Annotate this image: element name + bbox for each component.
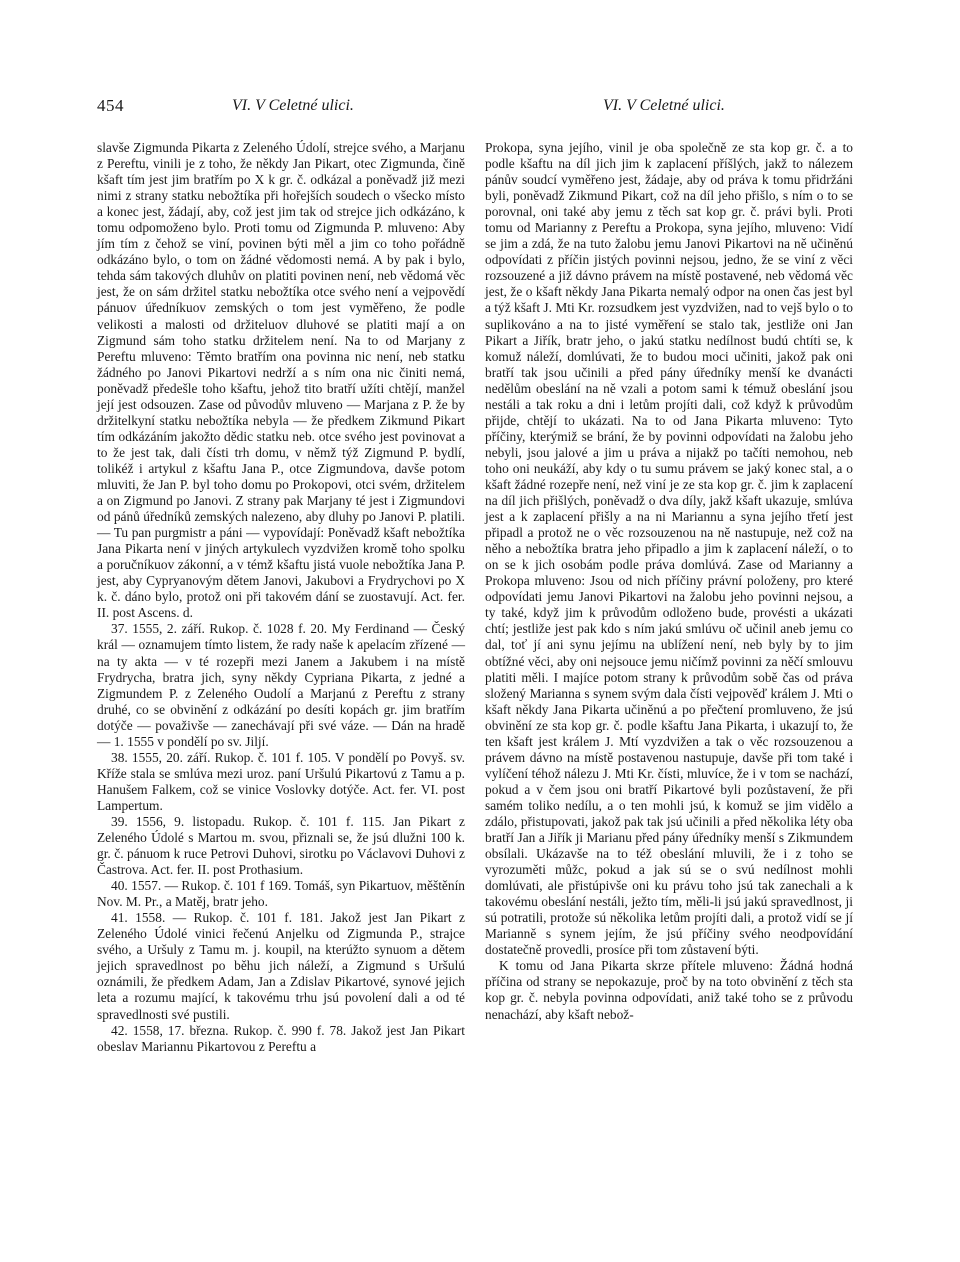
page-number: 454: [97, 96, 124, 115]
paragraph: slavše Zigmunda Pikarta z Zeleného Údolí, strejce svého, a Marjanu z Pereftu, vinili je z toho, že někdy Jan Pikart, otec Zigmunda, čině kšaft tím jest jim bratřím po X k gr. č. odkázal a poněvadž již mezi nimi z strany statku nebožtíka při hořejších soudech o všecko místo a konec jest, žádají, aby, což jest jim tak od strejce jich odkázáno, k tomu odpomoženo bylo. Proti tomu od Zigmunda P. mluveno: Aby jím tím z čehož se viní, povinen býti měl a jim co toho pořádně odkázáno bylo, o tom on žádné vědomosti nemá. A by pak i bylo, tehda sám takových dluhův on platiti povinen není, neb vědomá věc jest, že on sám držitel statku nebožtíka otce svého není a vejpovědí pánuov úředníkuov zemských o tom jest vyměřeno, že podle velikosti a malosti od držiteluov dluhové se platiti mají a on Zigmund sám toho statku držitelem není. Na to od Marjany z Pereftu mluveno: Těmto bratřím ona povinna nic není, neb statku žádného po Janovi Pikartovi nedrží a s ním ona nic činiti nemá, poněvadž předešle toho kšaftu, jehož tito bratří užíti chtějí, manžel její jest odsouzen. Zase od původův mluveno — Marjana z P. že by držitelkyní statku nebožtíka nebyla — že předkem Zikmund Pikart tím odkázáním jakožto dědic statku neb. otce svého jest povinovat a to že jest tak, dali čísti trh domu, v němž týž Zigmund P. bydlí, tolikéž i artykul z kšaftu Jana P., otce Zigmundova, davše potom mluviti, že Jan P. byl toho domu po Prokopovi, otci svém, držitelem a on Zigmund po Janovi. Z strany pak Marjany té jest i Zigmundovi od pánů úředníků zemských nalezeno, aby dluhy po Janovi P. platili. — Tu pan purgmistr a páni — vypovídají: Poněvadž kšaft nebožtíka Jana Pikarta není v jiných artykulech vyzdvižen kromě toho spolku a poručníkuov zákonní, a v témž kšaftu jistá vuole nebožtíka Jana P. jest, aby Cypryanovým dětem Janovi, Jakubovi a Frydrychovi po X k. č. dáno bylo, protož oni při takovém dání se zuostavují. Act. fer. II. post Ascens. d.: [97, 140, 465, 621]
entry-38: 38. 1555, 20. září. Rukop. č. 101 f. 105. V pondělí po Povyš. sv. Kříže stala se smlúva mezi uroz. paní Uršulú Pikartovú z Tamu a p. Hanušem Falkem, což se vinice Voslovky dotýče. Act. fer. VI. post Lampertum.: [97, 749, 465, 813]
entry-40: 40. 1557. — Rukop. č. 101 f 169. Tomáš, syn Pikartuov, měštěnín Nov. M. Pr., a Matěj, bratr jeho.: [97, 878, 465, 910]
running-title-right: VI. V Celetné ulici.: [603, 97, 725, 114]
entry-41: 41. 1558. — Rukop. č. 101 f. 181. Jakož jest Jan Pikart z Zeleného Údolé vinici řečenú Anjelku od Zigmunda P., strajce svého, a Uršuly z Tamu m. j. koupil, na kterúžto synuom a dětem jejich spravedlnost po běhu jich náleží, a Zigmund s Uršulú oznámili, že předkem Adam, Jan a Zdislav Pikartové, synové jejich leta a rozumu mající, k takovému trhu jsú povolení dali a od té spravedlnosti své pustili.: [97, 910, 465, 1022]
running-title-left: VI. V Celetné ulici.: [232, 97, 354, 114]
right-column: [485, 140, 853, 1023]
entry-39: 39. 1556, 9. listopadu. Rukop. č. 101 f. 115. Jan Pikart z Zeleného Údolé s Martou m. svou, přiznali se, že jsú dlužni 100 k. gr. č. pánuom k ruce Petrovi Duhovi, sirotku po Václavovi Duhovi z Častrova. Act. fer. II. post Prothasium.: [97, 813, 465, 878]
entry-42: 42. 1558, 17. března. Rukop. č. 990 f. 78. Jakož jest Jan Pikart obeslav Mariannu Pikartovou z Pereftu a: [97, 1022, 465, 1054]
entry-37: 37. 1555, 2. září. Rukop. č. 1028 f. 20. My Ferdinand — Český král — oznamujem tímto listem, že rady naše k apelacím zřízené — na ty akta — v té rozepři mezi Janem a Jakubem i na místě Frydrycha, bratra jich, syny někdy Cypriana Pikarta, z jedné a Zigmundem P. z Zeleného Oudolí a Marjanú z Pereftu z strany druhé, co se obvinění z odkázání po desíti kopách gr. jim bratřím dotýče — považivše — zanechávají při své váze. — Dán na hradě — 1. 1555 v pondělí po sv. Jiljí.: [97, 621, 465, 749]
running-header: [0, 96, 960, 120]
paragraph: Prokopa, syna jejího, vinil je oba společně ze sta kop gr. č. a to podle kšaftu na díl jich jim k zaplacení příšlých, jakž to nálezem pánův soudcí vyměřeno jest, žádaje, aby od práva k tomu přidržáni byli, poněvadž Zikmund Pikart, což na díl jeho přišlo, s ním o to se porovnal, oni také aby jemu z těch sat kop gr. č. právi byli. Proti tomu od Marianny z Pereftu a Prokopa, syna jejího, mluveno: Vidí se jim a zdá, že na tuto žalobu jemu Janovi Pikartovi na ně učiněnú odpovídati z příčin jistých povinni nejsou, jedno, že se viní z věci rozsouzené a již dávno právem na místě postavené, neb vědomá věc jest, že o kšaft někdy Jana Pikarta nemalý odpor na onen čas jest byl a týž kšaft J. Mti Kr. rozsudkem jest vyzdvižen, nad to vejš bylo o to suplikováno a na to jisté vyměření se stalo tak, jestliže oni Jan Pikart a Jiřík, bratr jeho, o jakú statku nedílnost budú chtíti se, k komuž náleží, domlúvati, že to budou moci učiniti, jakož pak oni bratří tak jsou učinili a před pány úředníky menší ke dvanácti nedělům obeslání na ně vzali a potom sami k témuž obeslání jsou nestáli a tak roku a dni i letům projíti dali, což když k průvodům přijde, chtějí to ukázati. Na to od Jana Pikarta mluveno: Tyto příčiny, kterýmiž se brání, že by povinni odpovídati na žalobu jeho nebyli, jsou jalové a jim u práva a nijakž po tačíti nemohou, neb toho oni neukáží, aby kdy o tu sumu právem se jaký konec stal, a o kšaft žádné rozepře není, než viní je ze sta kop gr. č. jim k zaplacení na díl jich přišlých, poněvadž o dva díly, jakž kšaft ukazuje, smlúva jest a k zaplacení přišly a na ni Mariannu a syna jejího třetí jest připadl a protož ne o věc rozsouzenou na ně nastupuje, než což na něho a nebožtíka bratra jeho připadlo a jim k zaplacení náleží, o to on se k jich osobám podle práva domlúvá. Zase od Marianny a Prokopa mluveno: Jsou od nich příčiny právní položeny, pro které odpovídati jemu Janovi Pikartovi na žalobu jeho povinni nejsou, a ty také, když jim k průvodům odloženo bude, provésti a ukázati chtí; jestliže jest pak kdo s ním jakú smlúvu oč učinil aneb jemu co dal, toť jí ani synu jejímu na ublížení není, neb byly by to jim obtížné věci, aby oni nejsouce jemu ničímž povinni za něčí smlouvu platiti měli. I majíce potom strany k průvodům sobě čas od práva složený Marianna s synem svým dala čísti vejpověď králem J. Mti o kšaft někdy Jana Pikarta učiněnú a po přečtení promluveno, že jsú obvinění ze sta kop gr. č. podle kšaftu Jana Pikarta, i ukazují to, že ten kšaft jest králem J. Mtí vyzdvižen a tak o věc rozsouzenou a právem dávno na místě postavenou nastupuje, davše při tom také i vylíčení téhož nálezu J. Mti Kr. čísti, mluvíce, že i v tom se nachází, pokud a v čem jsou oni bratří Pikartové byli pozůstavení, že při samém toliko nedílu, a o ten mohli jsú, k komuž se jim vidělo a zdálo, přistupovati, jakož pak tak jsú učinili a před několika léty oba bratří Jan a Jiřík ji Marianu před pány úředníky menší s Zikmundem obsílali. Ukázavše na to též obeslání mluvili, že i z toho se vyrozuměti můžc, pokud a jak sú se o svú nedílnost mohli domlúvati, ale přistúpivše oni ku právu toho jsú tak zanechali a k takovému obeslání nestáli, ježto tím, měli-li jsú jakú spravedlnost, ji sú potratili, protože sú několika letům projíti dali, a protož vidí se jí Marianně s synem jejím, že jsú příčiny svého neodpovídání dostatečně provedli, prosíce při tom zůstavení býti.: [485, 140, 853, 958]
left-column: [97, 140, 465, 1055]
paragraph: K tomu od Jana Pikarta skrze přítele mluveno: Žádná hodná příčina od strany se nepokazuje, proč by na toto obvinění z těch sta kop gr. č. nebyla povinna odpovídati, aniž také toho se z průvodu nenachází, aby kšaft nebož-: [485, 958, 853, 1022]
